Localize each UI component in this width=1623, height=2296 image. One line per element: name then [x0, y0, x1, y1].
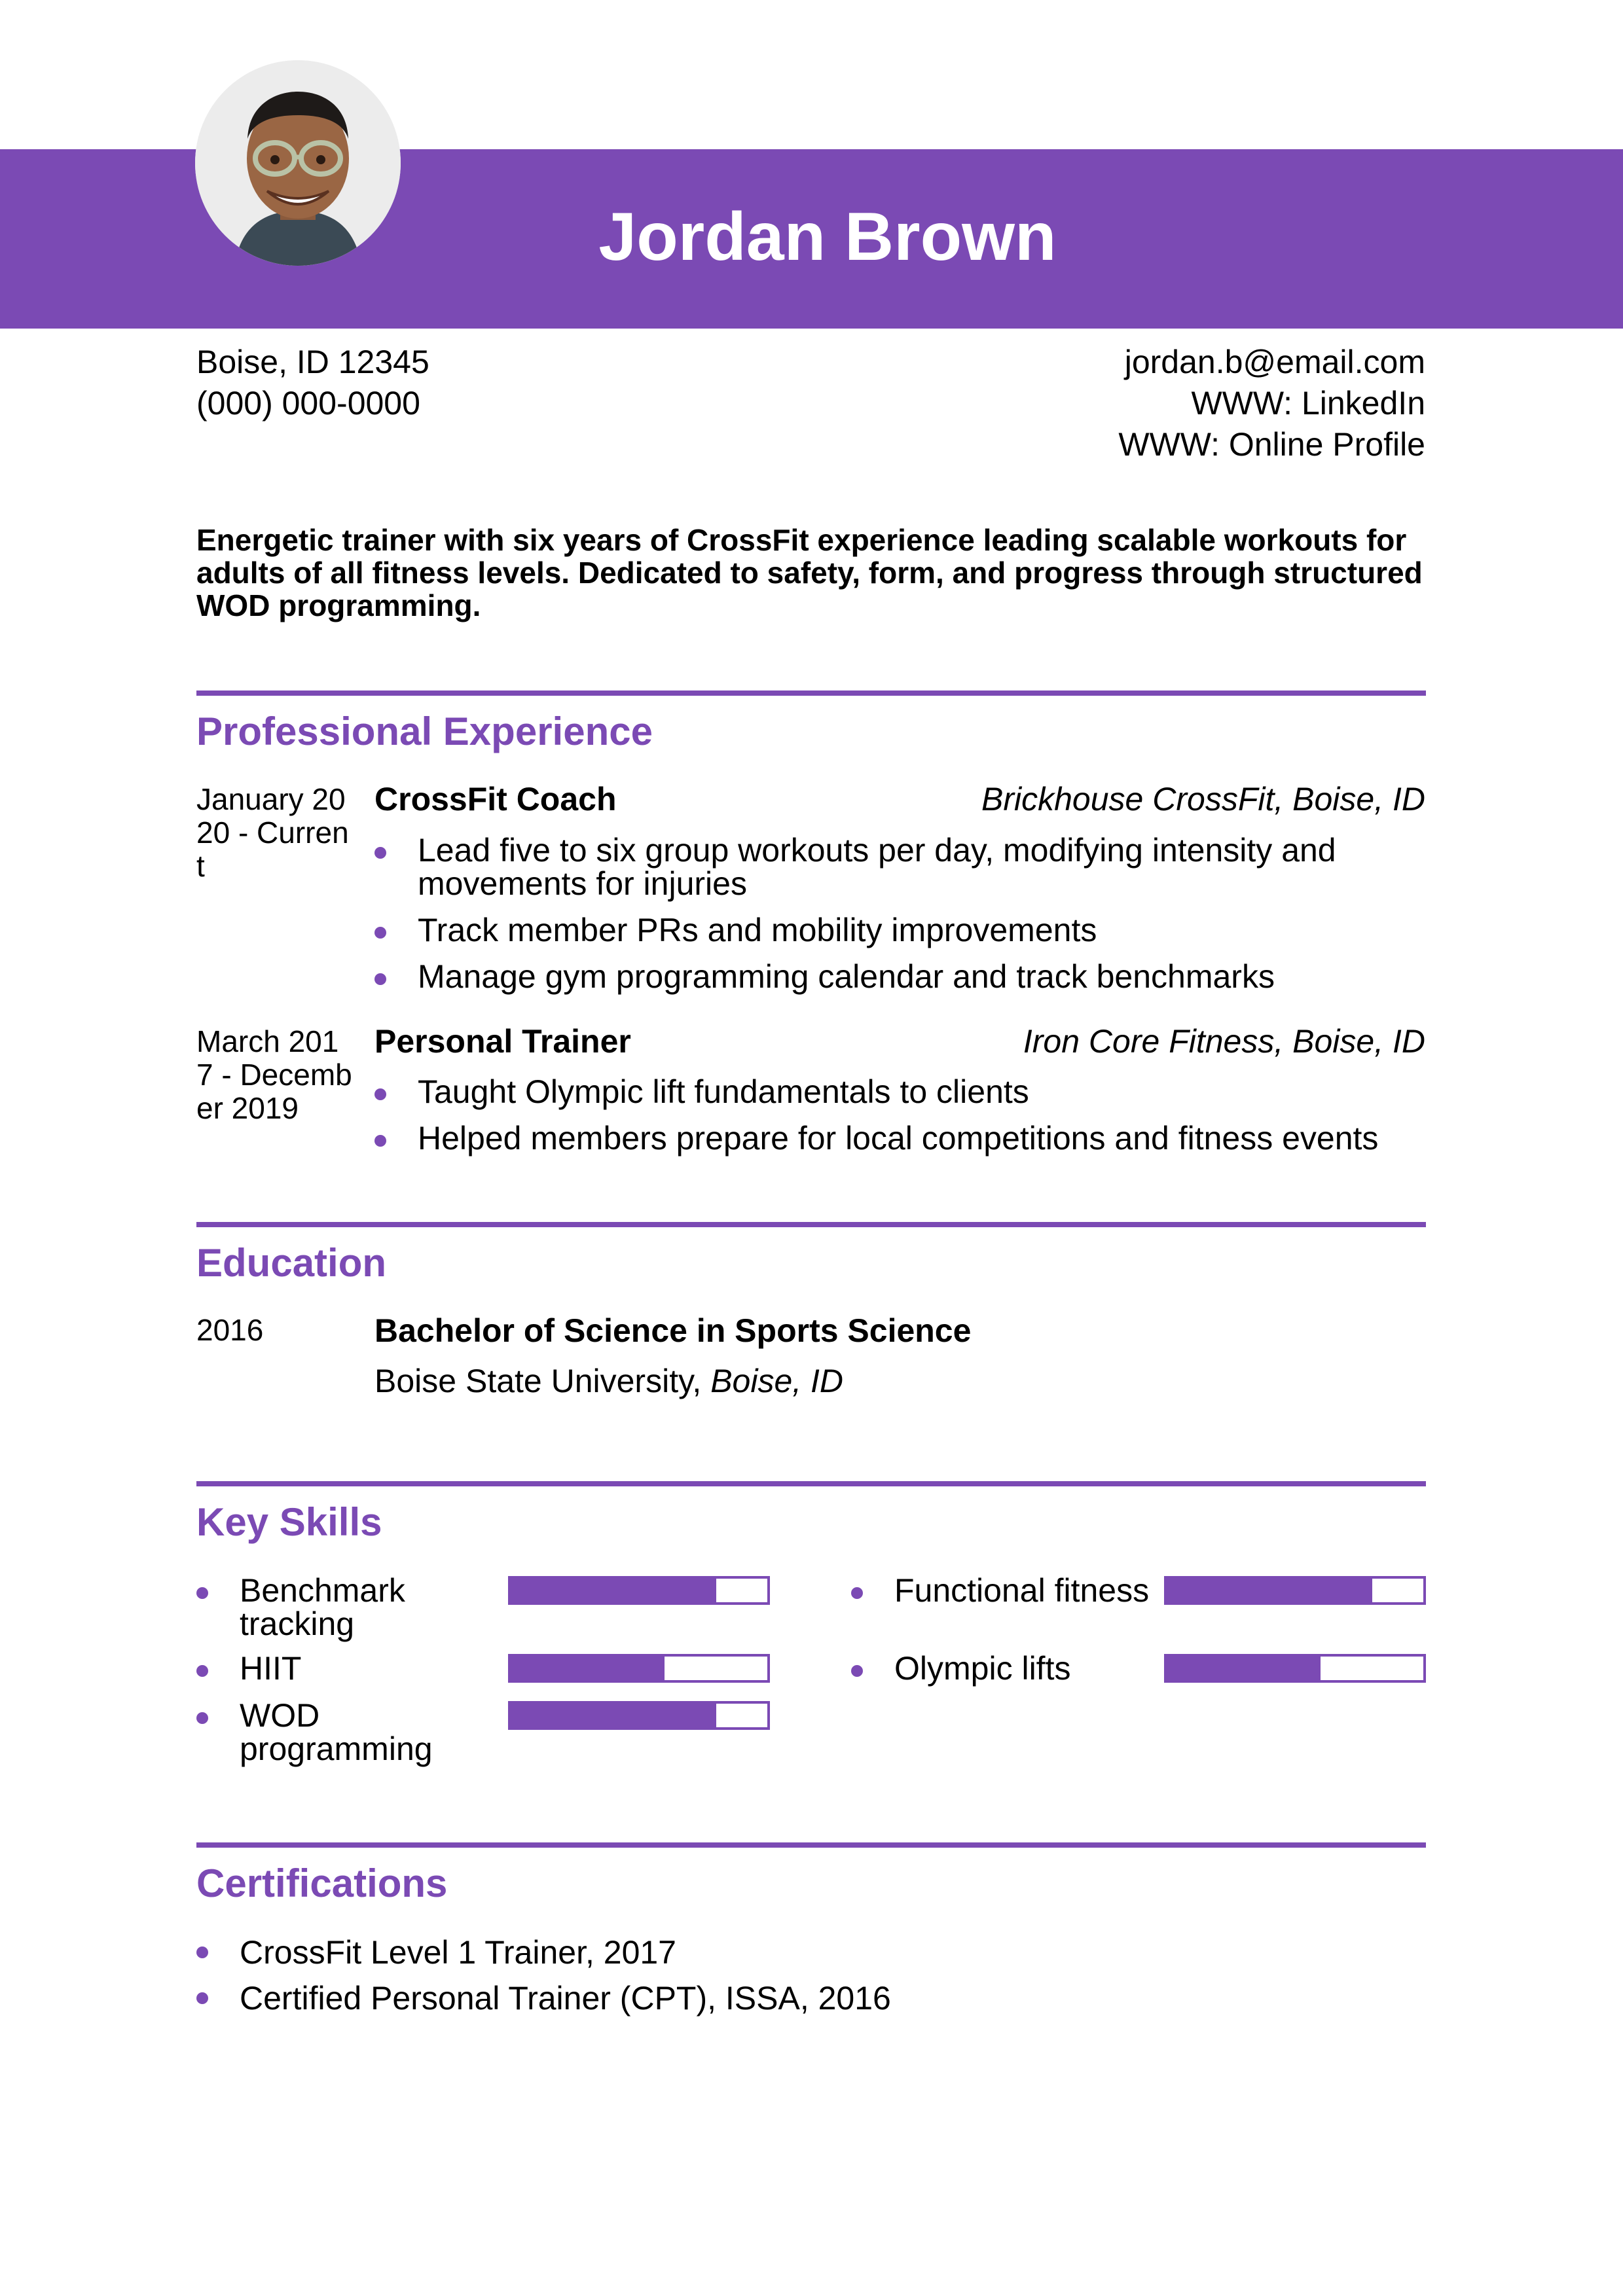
- education-degree: Bachelor of Science in Sports Science: [374, 1312, 972, 1349]
- section-divider: [196, 1481, 1426, 1486]
- list-item: Manage gym programming calendar and track benchmarks: [374, 960, 1426, 994]
- education-location: Boise, ID: [710, 1363, 844, 1399]
- person-portrait-icon: [195, 60, 401, 266]
- bullet-icon: [374, 927, 386, 939]
- section-divider: [196, 1222, 1426, 1227]
- bullet-icon: [374, 1135, 386, 1147]
- bullet-icon: [851, 1665, 863, 1677]
- job-title: CrossFit Coach: [374, 781, 617, 817]
- skill-level-fill: [1167, 1657, 1321, 1680]
- skill-item: HIIT: [196, 1652, 501, 1685]
- email-link[interactable]: jordan.b@email.com: [1124, 344, 1425, 380]
- education-heading: Education: [196, 1241, 387, 1285]
- job-bullets: [374, 834, 1426, 994]
- skill-item: Olympic lifts: [851, 1652, 1156, 1685]
- experience-heading: Professional Experience: [196, 709, 653, 753]
- certifications-heading: Certifications: [196, 1861, 448, 1905]
- job-title: Personal Trainer: [374, 1023, 631, 1060]
- contact-left: [196, 342, 429, 424]
- list-item: Certified Personal Trainer (CPT), ISSA, 2016: [196, 1975, 1427, 2021]
- bullet-icon: [196, 1665, 208, 1677]
- job-dates: January 2020 - Current: [196, 782, 349, 883]
- skill-level-fill: [511, 1579, 716, 1602]
- skill-level-fill: [511, 1704, 716, 1727]
- skill-item: Benchmark tracking: [196, 1574, 501, 1641]
- list-item: Lead five to six group workouts per day, modifying intensity and movements for injuries: [374, 834, 1426, 901]
- bullet-icon: [851, 1587, 863, 1599]
- address: Boise, ID 12345: [196, 344, 429, 380]
- skill-level-fill: [511, 1657, 665, 1680]
- list-item: Helped members prepare for local competitions and fitness events: [374, 1122, 1426, 1155]
- list-item: CrossFit Level 1 Trainer, 2017: [196, 1929, 1427, 1975]
- skill-level-bar: [508, 1701, 770, 1730]
- bullet-icon: [374, 973, 386, 985]
- job-company: Iron Core Fitness, Boise, ID: [1023, 1023, 1425, 1060]
- profile-photo: [195, 60, 401, 266]
- linkedin-link[interactable]: WWW: LinkedIn: [1191, 385, 1425, 422]
- candidate-name: Jordan Brown: [598, 199, 1057, 275]
- bullet-icon: [196, 1946, 208, 1958]
- education-year: 2016: [196, 1313, 264, 1347]
- online-profile-link[interactable]: WWW: Online Profile: [1118, 426, 1425, 463]
- skills-heading: Key Skills: [196, 1500, 382, 1544]
- bullet-icon: [196, 1587, 208, 1599]
- section-divider: [196, 1842, 1426, 1848]
- list-item: Track member PRs and mobility improvements: [374, 914, 1426, 947]
- skill-level-bar: [508, 1654, 770, 1683]
- certifications-list: [196, 1929, 1427, 2021]
- phone: (000) 000-0000: [196, 385, 420, 422]
- summary: Energetic trainer with six years of CrossFit experience leading scalable workouts for adults of all fitness levels. Dedicated to safety, form, and progress through structured WOD programming.: [196, 523, 1423, 622]
- education-school: Boise State University, Boise, ID: [374, 1363, 844, 1399]
- skill-level-bar: [508, 1576, 770, 1605]
- job-bullets: [374, 1075, 1426, 1155]
- job-company: Brickhouse CrossFit, Boise, ID: [981, 781, 1425, 817]
- bullet-icon: [196, 1712, 208, 1724]
- skill-item: Functional fitness: [851, 1574, 1156, 1607]
- skill-level-bar: [1164, 1654, 1426, 1683]
- skill-item: WOD programming: [196, 1699, 501, 1766]
- skill-level-bar: [1164, 1576, 1426, 1605]
- bullet-icon: [374, 1088, 386, 1100]
- bullet-icon: [374, 847, 386, 859]
- skill-level-fill: [1167, 1579, 1372, 1602]
- section-divider: [196, 691, 1426, 696]
- job-dates: March 2017 - December 2019: [196, 1024, 352, 1125]
- bullet-icon: [196, 1992, 208, 2004]
- list-item: Taught Olympic lift fundamentals to clients: [374, 1075, 1426, 1109]
- contact-right: [1118, 342, 1425, 465]
